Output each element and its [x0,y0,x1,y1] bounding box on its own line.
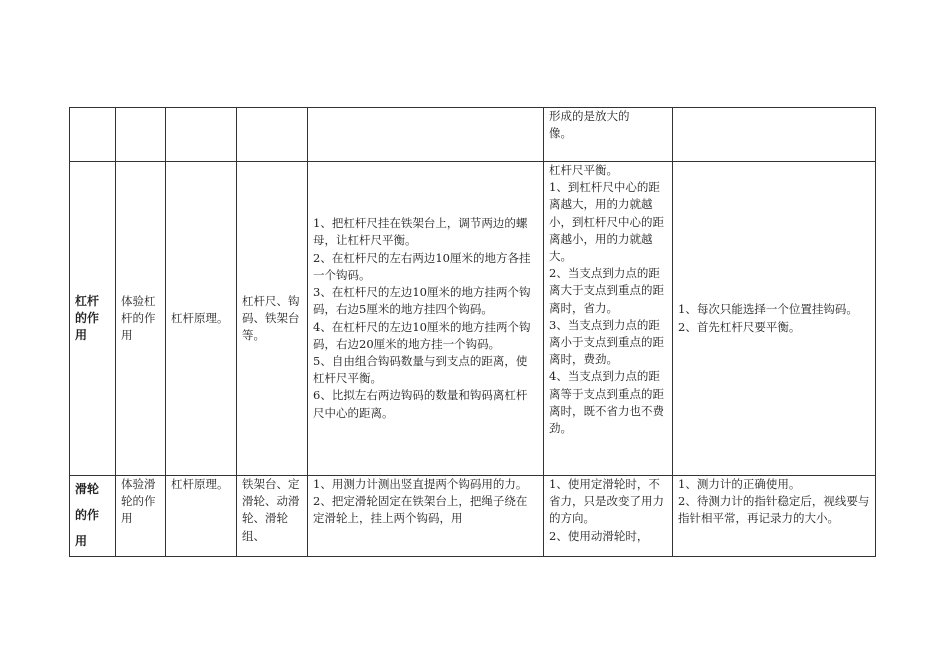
cell-steps: 1、用测力计测出竖直提两个钩码用的力。 2、把定滑轮固定在铁架台上，把绳子绕在定滑轮上，挂上两个钩码，用 [308,476,544,557]
cell-name [70,108,116,162]
cell-notes: 1、每次只能选择一个位置挂钩码。 2、首先杠杆尺要平衡。 [673,162,876,476]
cell-goal: 体验杠杆的作用 [116,162,166,476]
cell-notes: 1、测力计的正确使用。 2、待测力计的指针稳定后，视线要与指针相平常，再记录力的大小。 [673,476,876,557]
cell-goal: 体验滑轮的作用 [116,476,166,557]
cell-name: 杠杆的作用 [70,162,116,476]
cell-principle: 杠杆原理。 [166,162,237,476]
cell-results: 杠杆尺平衡。 1、到杠杆尺中心的距离越大，用的力就越小，到杠杆尺中心的距离越小，用的力就越大。 2、当支点到力点的距离大于支点到重点的距离时，省力。 3、当支点到力点的距离小于支点到重点的距离时，费劲。 4、当支点到力点的距离等于支点到重点的距离时，既不省力也不费劲。 [544,162,673,476]
cell-materials [237,108,308,162]
cell-steps [308,108,544,162]
table-row [70,108,876,162]
cell-notes [673,108,876,162]
cell-materials: 铁架台、定滑轮、动滑轮、滑轮组、 [237,476,308,557]
cell-results: 形成的是放大的 像。 [544,108,673,162]
cell-steps: 1、把杠杆尺挂在铁架台上，调节两边的螺母，让杠杆尺平衡。 2、在杠杆尺的左右两边10厘米的地方各挂一个钩码。 3、在杠杆尺的左边10厘米的地方挂两个钩码，右边5厘米的地方挂四个钩码。 4、在杠杆尺的左边10厘米的地方挂两个钩码，右边20厘米的地方挂一个钩码。 5、自由组合钩码数量与到支点的距离，使杠杆尺平衡。 6、比拟左右两边钩码的数量和钩码离杠杆尺中心的距离。 [308,162,544,476]
cell-goal [116,108,166,162]
experiment-table [69,107,876,557]
table-row [70,162,876,476]
cell-principle: 杠杆原理。 [166,476,237,557]
cell-principle [166,108,237,162]
table-row [70,476,876,557]
cell-materials: 杠杆尺、钩码、铁架台等。 [237,162,308,476]
cell-name: 滑轮的作用 [70,476,116,557]
cell-results: 1、使用定滑轮时，不省力，只是改变了用力的方向。 2、使用动滑轮时， [544,476,673,557]
